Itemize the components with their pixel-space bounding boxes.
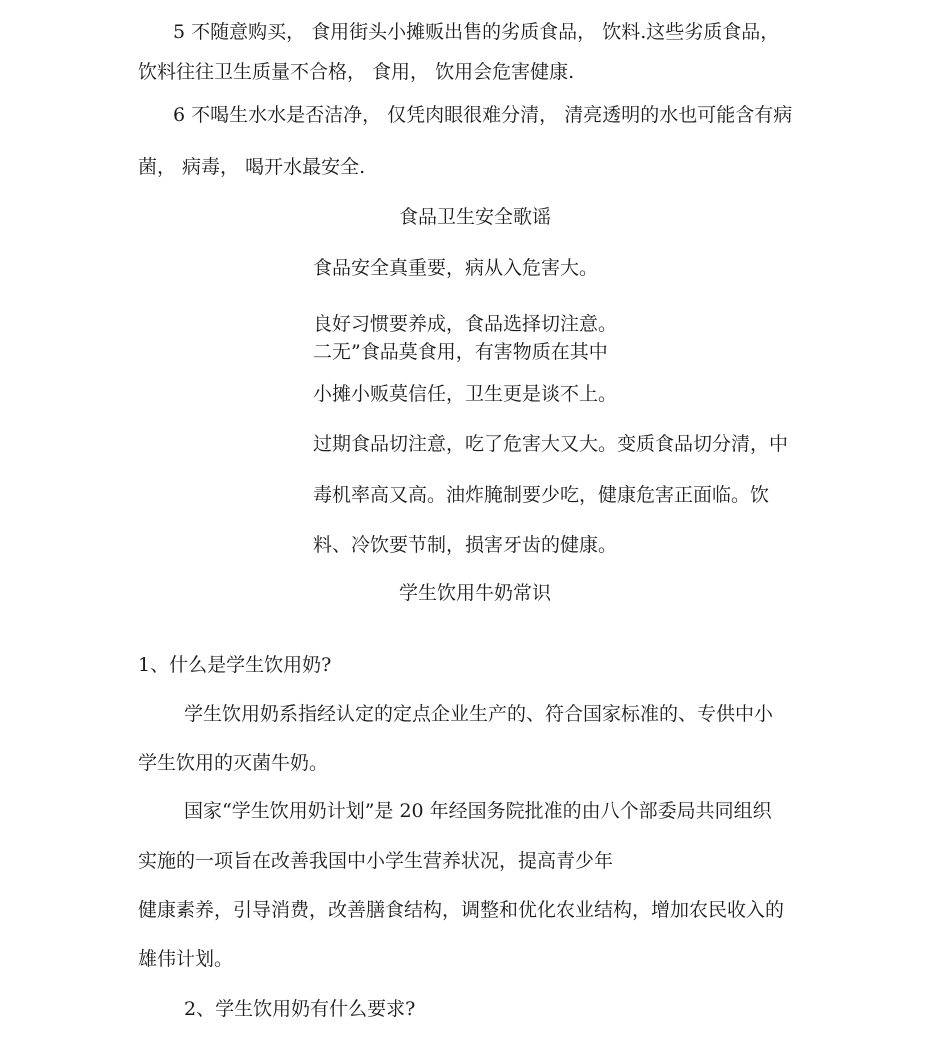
- milk-section-title: 学生饮用牛奶常识: [398, 582, 551, 604]
- song-line: 过期食品切注意，吃了危害大又大。变质食品切分清，中: [313, 433, 789, 455]
- tip5-line2: 饮料往往卫生质量不合格， 食用， 饮用会危害健康.: [138, 61, 575, 83]
- question-1: 1、什么是学生饮用奶?: [138, 654, 332, 676]
- song-line: 食品安全真重要，病从入危害大。: [313, 257, 599, 279]
- paragraph-2-line2: 实施的一项旨在改善我国中小学生营养状况，提高青少年: [138, 850, 614, 872]
- song-line: 毒机率高又高。油炸腌制要少吃，健康危害正面临。饮: [313, 484, 770, 506]
- answer-1-line1: 学生饮用奶系指经认定的定点企业生产的、符合国家标准的、专供中小: [184, 703, 774, 725]
- song-line: 二无”食品莫食用，有害物质在其中: [313, 341, 608, 363]
- question-2: 2、学生饮用奶有什么要求?: [184, 998, 416, 1020]
- tip5-line1: 5 不随意购买， 食用街头小摊贩出售的劣质食品， 饮料.这些劣质食品，: [173, 21, 780, 43]
- paragraph-2-line3: 健康素养，引导消费，改善膳食结构，调整和优化农业结构，增加农民收入的: [138, 899, 785, 921]
- song-line: 料、冷饮要节制，损害牙齿的健康。: [313, 534, 618, 556]
- tip6-line1: 6 不喝生水水是否洁净， 仅凭肉眼很难分清， 清亮透明的水也可能含有病: [173, 104, 793, 126]
- answer-1-line2: 学生饮用的灭菌牛奶。: [138, 752, 329, 774]
- tip6-line2: 菌， 病毒， 喝开水最安全.: [138, 156, 366, 178]
- song-title: 食品卫生安全歌谣: [398, 206, 551, 228]
- paragraph-2-line4: 雄伟计划。: [138, 948, 234, 970]
- paragraph-2-line1: 国家“学生饮用奶计划”是 20 年经国务院批准的由八个部委局共同组织: [184, 800, 772, 822]
- song-line: 良好习惯要养成，食品选择切注意。: [313, 313, 618, 335]
- song-line: 小摊小贩莫信任，卫生更是谈不上。: [313, 383, 618, 405]
